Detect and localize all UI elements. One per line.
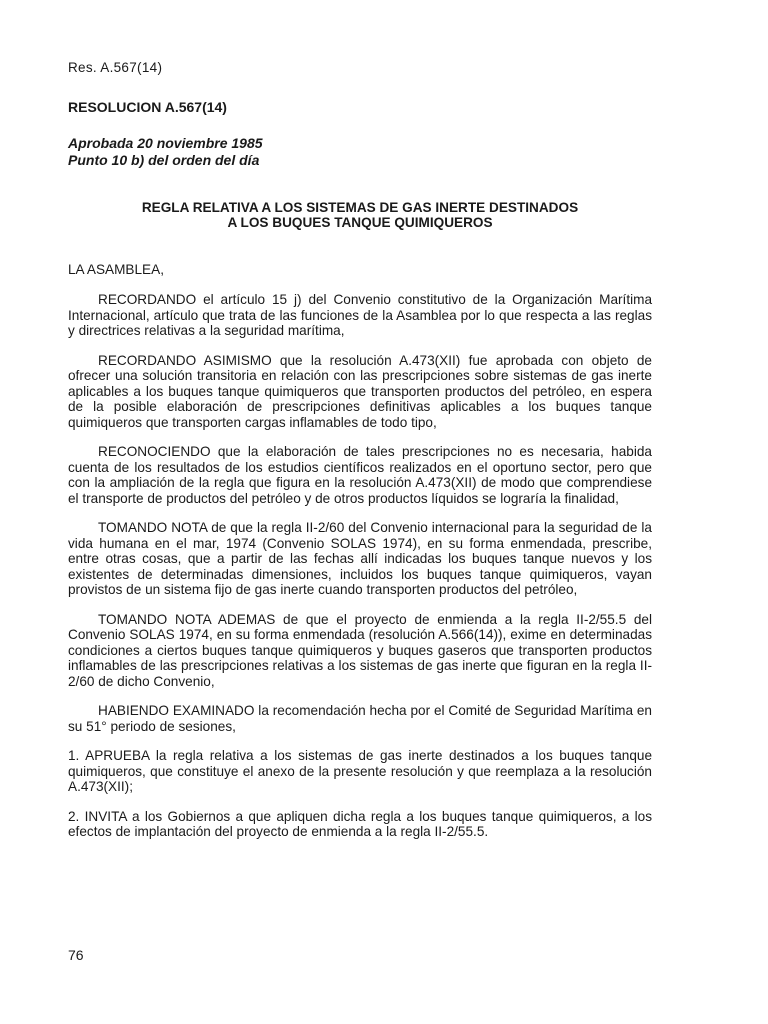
page-number: 76 (68, 947, 84, 963)
rule-title-line-2: A LOS BUQUES TANQUE QUIMIQUEROS (227, 215, 493, 230)
assembly-label: LA ASAMBLEA, (68, 262, 164, 277)
rule-title-line-1: REGLA RELATIVA A LOS SISTEMAS DE GAS INERTE DESTINADOS (141, 200, 579, 215)
document-reference: Res. A.567(14) (68, 60, 163, 75)
approval-block (68, 135, 263, 169)
paragraph-having-examined: HABIENDO EXAMINADO la recomendación hecha por el Comité de Seguridad Marítima en su 51° periodo de sesiones, (68, 703, 652, 734)
approval-date: Aprobada 20 noviembre 1985 (68, 135, 263, 151)
resolution-title: RESOLUCION A.567(14) (68, 99, 227, 115)
numbered-item-1: 1. APRUEBA la regla relativa a los sistemas de gas inerte destinados a los buques tanque quimiqueros, que constituye el anexo de la presente resolución y que reemplaza a la resolución A.473(XII); (68, 748, 652, 794)
document-page (68, 0, 652, 1024)
paragraph-recognizing: RECONOCIENDO que la elaboración de tales prescripciones no es necesaria, habida cuenta de los resultados de los estudios científicos realizados en el oportuno sector, pero que con la ampliación de la regla que figura en la resolución A.473(XII) de modo que comprendiese el transporte de productos del petróleo y de otros productos líquidos se lograría la finalidad, (68, 444, 652, 506)
numbered-item-2: 2. INVITA a los Gobiernos a que apliquen dicha regla a los buques tanque quimiqueros, a los efectos de implantación del proyecto de enmienda a la regla II-2/55.5. (68, 808, 652, 839)
rule-title (68, 200, 652, 230)
agenda-item: Punto 10 b) del orden del día (68, 152, 260, 168)
paragraph-recalling: RECORDANDO el artículo 15 j) del Convenio constitutivo de la Organización Marítima Internacional, artículo que trata de las funciones de la Asamblea por lo que respecta a las reglas y directrices relativas a la seguridad marítima, (68, 292, 652, 338)
document-body (68, 292, 652, 854)
paragraph-noting-further: TOMANDO NOTA ADEMAS de que el proyecto de enmienda a la regla II-2/55.5 del Convenio SOLAS 1974, en su forma enmendada (resolución A.566(14)), exime en determinadas condiciones a ciertos buques tanque quimiqueros y buques gaseros que transporten productos inflamables de las prescripciones relativas a los sistemas de gas inerte que figuran en la regla II-2/60 de dicho Convenio, (68, 611, 652, 689)
paragraph-recalling-also: RECORDANDO ASIMISMO que la resolución A.473(XII) fue aprobada con objeto de ofrecer una solución transitoria en relación con las prescripciones sobre sistemas de gas inerte aplicables a los buques tanque quimiqueros que transporten productos del petróleo, en espera de la posible elaboración de prescripciones definitivas aplicables a los buques tanque quimiqueros que transporten cargas inflamables de todo tipo, (68, 352, 652, 430)
paragraph-noting: TOMANDO NOTA de que la regla II-2/60 del Convenio internacional para la seguridad de la vida humana en el mar, 1974 (Convenio SOLAS 1974), en su forma enmendada, prescribe, entre otras cosas, que a partir de las fechas allí indicadas los buques tanque nuevos y los existentes de determinadas dimensiones, incluidos los buques tanque quimiqueros, vayan provistos de un sistema fijo de gas inerte cuando transporten productos del petróleo, (68, 520, 652, 597)
